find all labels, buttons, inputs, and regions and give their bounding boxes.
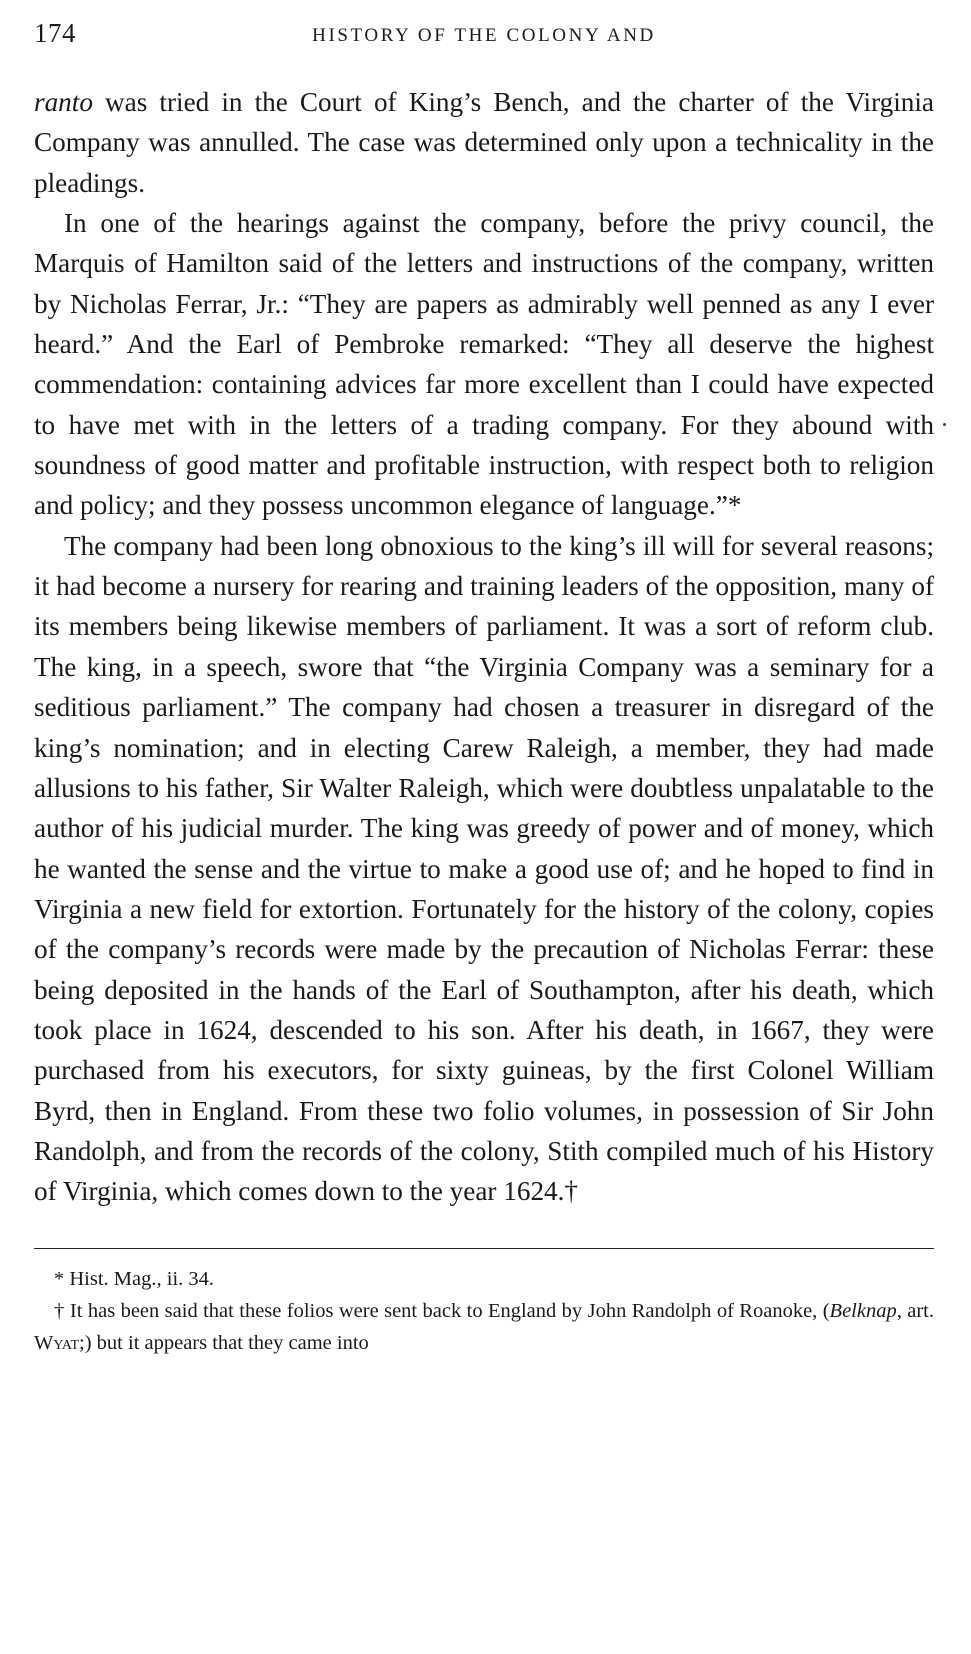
italic-lead-word: ranto [34,87,93,117]
running-title: HISTORY OF THE COLONY AND [312,25,656,46]
footnote-2-text-c: ;) but it appears that they came into [79,1331,369,1354]
footnote-rule [34,1248,934,1249]
footnote-2-text-b: , art. [896,1299,934,1322]
book-page [34,18,934,1638]
page-number: 174 [34,18,76,48]
body-text [34,82,934,1212]
footnote-2 [34,1295,934,1359]
margin-speck [943,423,946,426]
paragraph-company-obnoxious: The company had been long obnoxious to the king’s ill will for several reasons; it had become a nursery for rearing and training leaders of the opposition, many of its members being likewise members of parliament. It was a sort of reform club. The king, in a speech, swore that “the Virginia Company was a seminary for a seditious parliament.” The company had chosen a treasurer in disregard of the king’s nomination; and in electing Carew Raleigh, a member, they had made allusions to his father, Sir Walter Raleigh, which were doubtless unpalatable to the author of his judicial murder. The king was greedy of power and of money, which he wanted the sense and the virtue to make a good use of; and he hoped to find in Virginia a new field for extortion. Fortunately for the history of the colony, copies of the company’s records were made by the precaution of Nicholas Ferrar: these being deposited in the hands of the Earl of Southampton, after his death, which took place in 1624, descended to his son. After his death, in 1667, they were purchased from his executors, for sixty guineas, by the first Colonel William Byrd, then in England. From these two folio volumes, in possession of Sir John Randolph, and from the records of the colony, Stith compiled much of his History of Virginia, which comes down to the year 1624.† [34,530,934,1207]
footnote-2-text-a: † It has been said that these folios were sent back to England by John Randolph of Roanoke, ( [54,1299,830,1322]
footnotes [34,1263,934,1359]
paragraph-continued-text: was tried in the Court of King’s Bench, and the charter of the Virginia Company was annulled. The case was determined only upon a technicality in the pleadings. [34,87,934,198]
footnote-2-italic: Belknap [829,1299,897,1322]
paragraph-continued [34,82,934,203]
paragraph-hearings: In one of the hearings against the company, before the privy council, the Marquis of Hamilton said of the letters and instructions of the company, written by Nicholas Ferrar, Jr.: “They are papers as admirably well penned as any I ever heard.” And the Earl of Pembroke remarked: “They all deserve the highest commendation: containing advices far more excellent than I could have expected to have met with in the letters of a trading company. For they abound with soundness of good matter and profitable instruction, with respect both to religion and policy; and they possess uncommon elegance of language.”* [34,208,934,521]
footnote-1: * Hist. Mag., ii. 34. [54,1267,215,1290]
running-head [34,18,934,58]
footnote-2-small-caps: Wyat [34,1331,80,1354]
